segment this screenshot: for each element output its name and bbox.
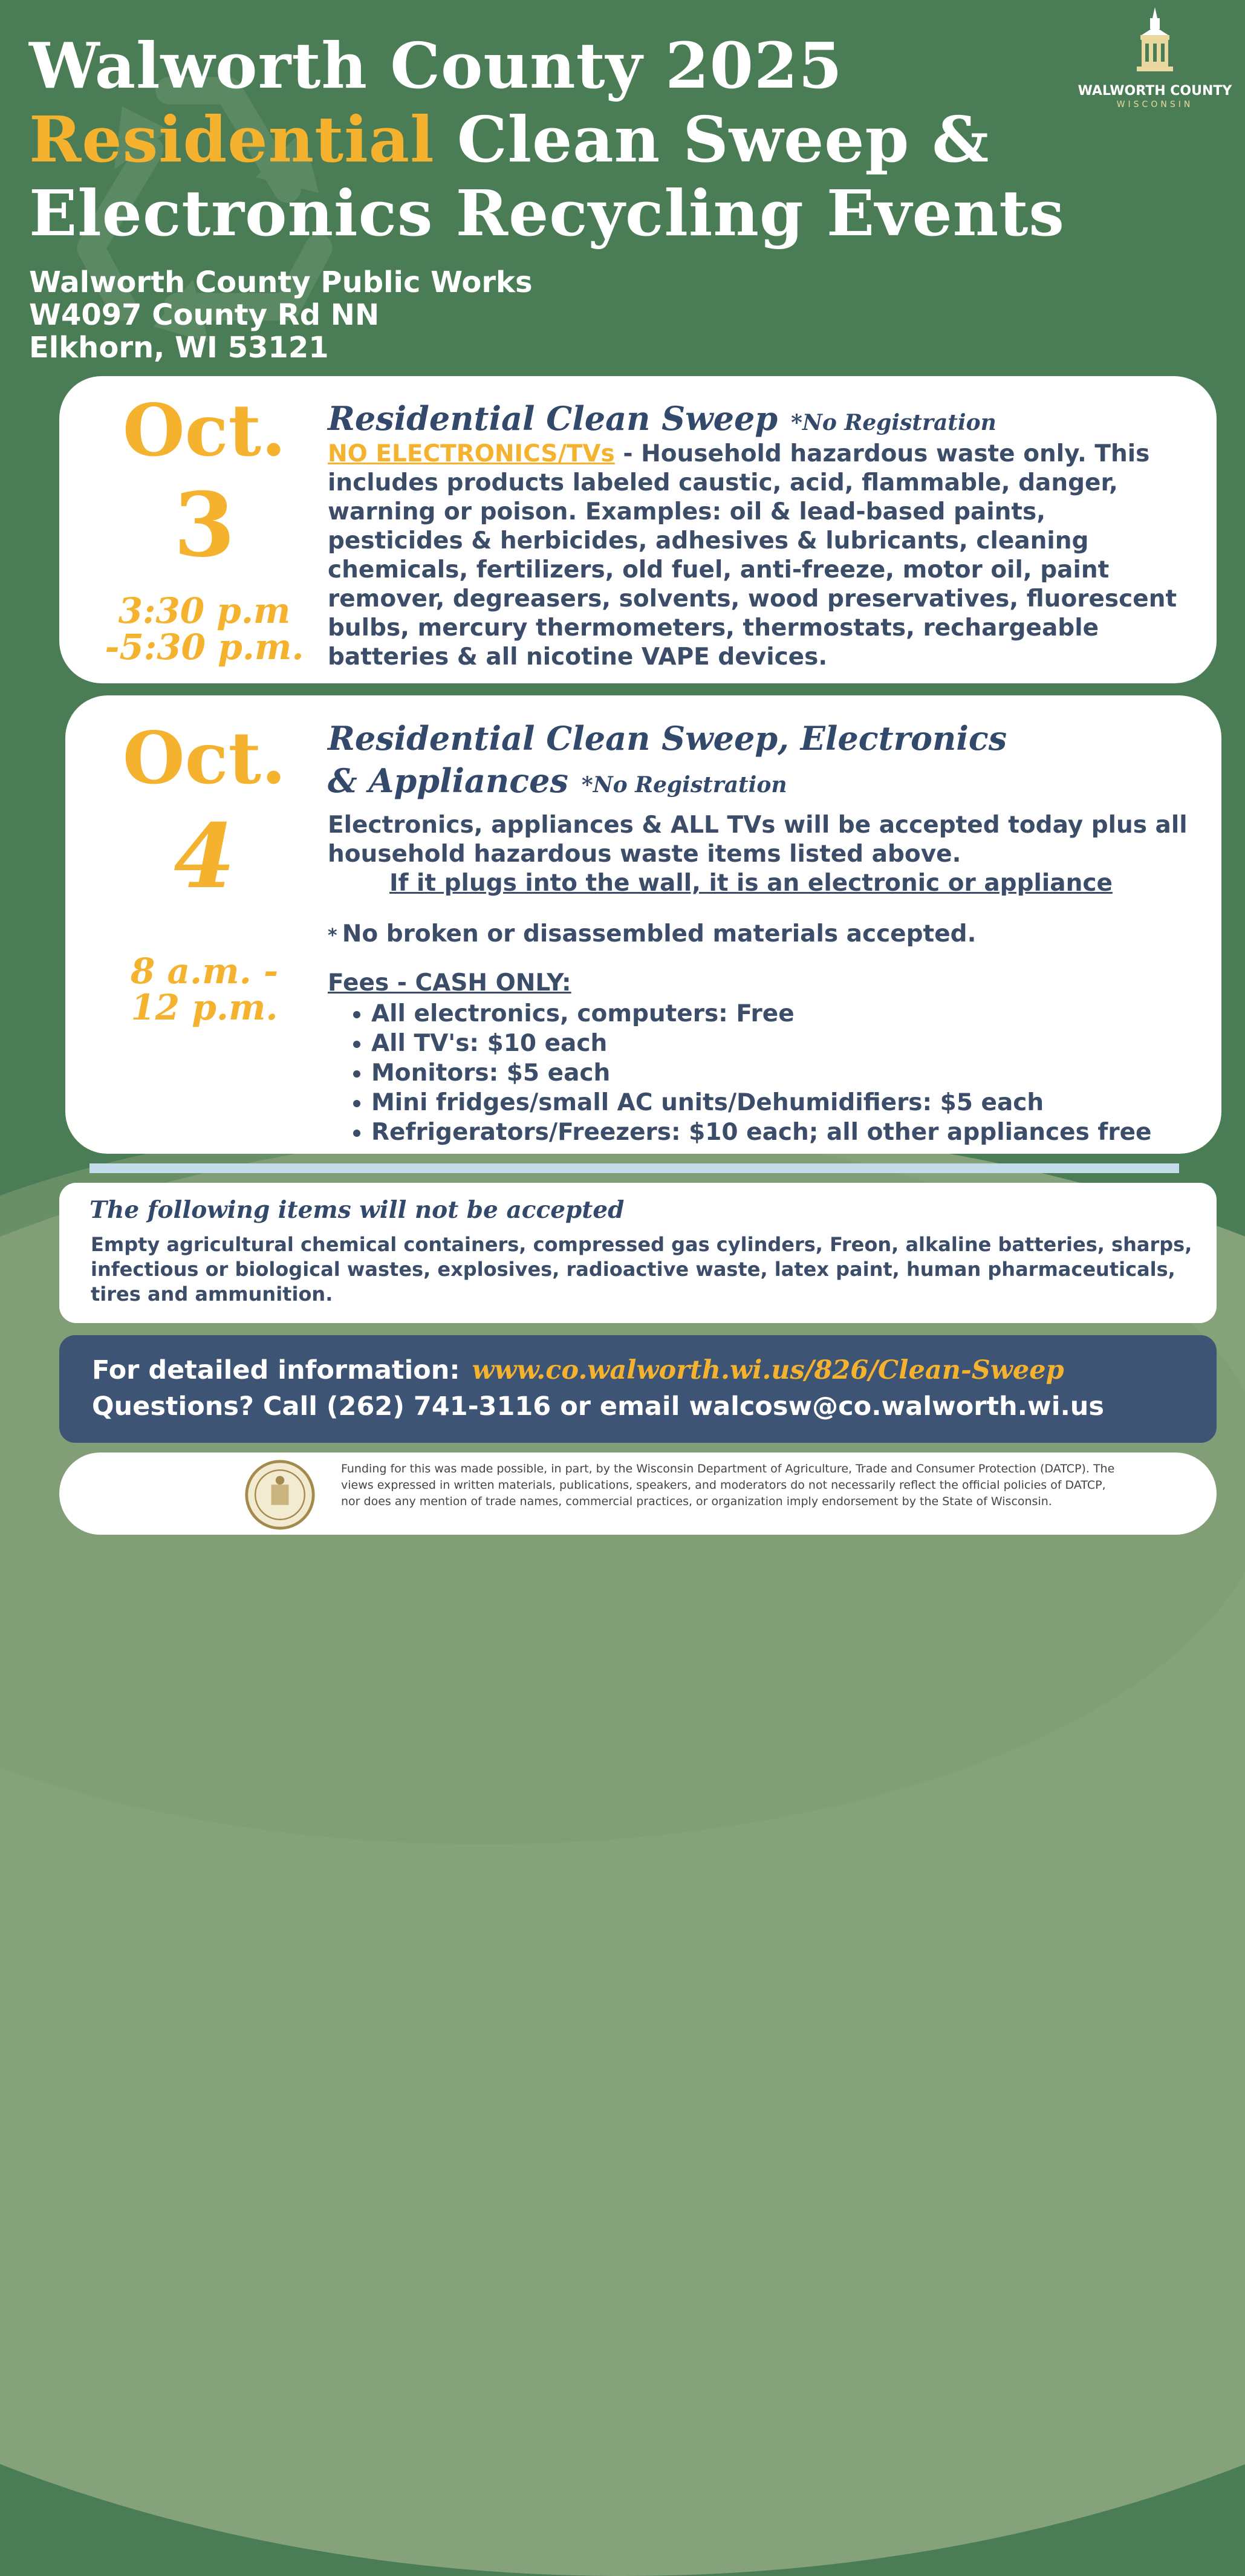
event-2-date — [89, 716, 319, 1028]
info-url-link[interactable]: www.co.walworth.wi.us/826/Clean-Sweep — [472, 1355, 1064, 1385]
fee-list — [352, 999, 1198, 1147]
event-2-day: 4 — [174, 805, 235, 908]
broken-note-text: No broken or disassembled materials accepted. — [342, 920, 977, 948]
event-2-details — [328, 717, 1198, 1147]
info-bar — [59, 1335, 1217, 1443]
event-1-month: Oct. — [122, 388, 287, 472]
fee-item: • Refrigerators/Freezers: $10 each; all other appliances free — [371, 1117, 1198, 1147]
state-seal-icon — [244, 1459, 316, 1531]
fee-item: • Monitors: $5 each — [371, 1058, 1198, 1088]
section-divider — [89, 1163, 1179, 1173]
title-line-1: Walworth County 2025 — [29, 28, 843, 103]
fee-item: • All TV's: $10 each — [371, 1029, 1198, 1058]
event-1-description — [328, 440, 1186, 672]
event-1-registration: *No Registration — [791, 410, 996, 435]
logo-name: WALWORTH COUNTY — [1078, 83, 1232, 99]
broken-note-marker: * — [328, 925, 337, 946]
title-line-2: Clean Sweep & — [457, 102, 990, 177]
event-1-description-text: - Household hazardous waste only. This includes products labeled caustic, acid, flammable, danger, warning or poison. Examples: oil & lead-based paints, pesticides & herbicides, adhesives & lubricants, cleaning chemicals, fertilizers, old fuel, anti-freeze, motor oil, paint remover, degreasers, solvents, wood preservatives, fluorescent bulbs, mercury thermometers, thermostats, rechargeable batteries & all nicotine VAPE devices. — [328, 440, 1177, 671]
title-line-3: Electronics Recycling Events — [29, 176, 1065, 250]
event-2-time-end: 12 p.m. — [131, 987, 278, 1028]
event-2-description: Electronics, appliances & ALL TVs will be accepted today plus all household hazardous waste items listed above. — [328, 812, 1188, 868]
info-contact: Questions? Call (262) 741-3116 or email walcosw@co.walworth.wi.us — [92, 1391, 1104, 1422]
event-card-oct-4 — [65, 695, 1221, 1154]
event-1-date — [89, 388, 319, 668]
event-2-time-start: 8 a.m. - — [130, 951, 279, 992]
page-title — [29, 29, 1065, 250]
event-2-title-line-1: Residential Clean Sweep, Electronics — [328, 719, 1007, 758]
funding-box — [59, 1452, 1217, 1535]
fee-item: • All electronics, computers: Free — [371, 999, 1198, 1029]
courthouse-icon — [1131, 6, 1179, 79]
event-1-title: Residential Clean Sweep — [328, 399, 778, 438]
event-1-details — [328, 399, 1186, 672]
address-block — [29, 266, 533, 364]
event-2-title-line-2: & Appliances — [328, 761, 568, 800]
info-detail-line — [92, 1355, 1064, 1386]
title-accent: Residential — [29, 102, 435, 177]
event-1-day: 3 — [174, 473, 235, 577]
county-logo — [1076, 6, 1234, 109]
address-line-2: W4097 County Rd NN — [29, 298, 380, 332]
not-accepted-text: Empty agricultural chemical containers, compressed gas cylinders, Freon, alkaline batteries, sharps, infectious or biological wastes, explosives, radioactive waste, latex paint, human pharmaceuticals, tires and ammunition. — [91, 1233, 1192, 1306]
event-1-time-start: 3:30 p.m — [118, 590, 291, 631]
fee-item: • Mini fridges/small AC units/Dehumidifiers: $5 each — [371, 1088, 1198, 1117]
not-accepted-box — [59, 1183, 1217, 1323]
info-detail-label: For detailed information: — [92, 1355, 460, 1385]
not-accepted-title: The following items will not be accepted — [89, 1196, 625, 1224]
plug-rule: If it plugs into the wall, it is an electronic or appliance — [389, 870, 1113, 897]
address-line-3: Elkhorn, WI 53121 — [29, 331, 329, 365]
event-1-time-end: -5:30 p.m. — [105, 626, 304, 668]
event-2-heading — [328, 717, 1198, 806]
funding-disclaimer: Funding for this was made possible, in part, by the Wisconsin Department of Agriculture, Trade and Consumer Protection (DATCP). The views expressed in written materials, publications, speakers, and moderators do not necessarily reflect the official policies of DATCP, nor does any mention of trade names, commercial practices, or organization imply endorsement by the State of Wisconsin. — [341, 1462, 1115, 1508]
event-2-month: Oct. — [122, 716, 287, 800]
no-electronics-warning: NO ELECTRONICS/TVs — [328, 440, 615, 467]
address-line-1: Walworth County Public Works — [29, 265, 533, 299]
event-2-registration: *No Registration — [581, 772, 787, 798]
event-card-oct-3 — [59, 376, 1217, 683]
fees-heading: Fees - CASH ONLY: — [328, 969, 571, 997]
broken-materials-note — [328, 920, 1198, 951]
event-1-heading — [328, 399, 1186, 440]
logo-subtitle: WISCONSIN — [1116, 100, 1194, 109]
